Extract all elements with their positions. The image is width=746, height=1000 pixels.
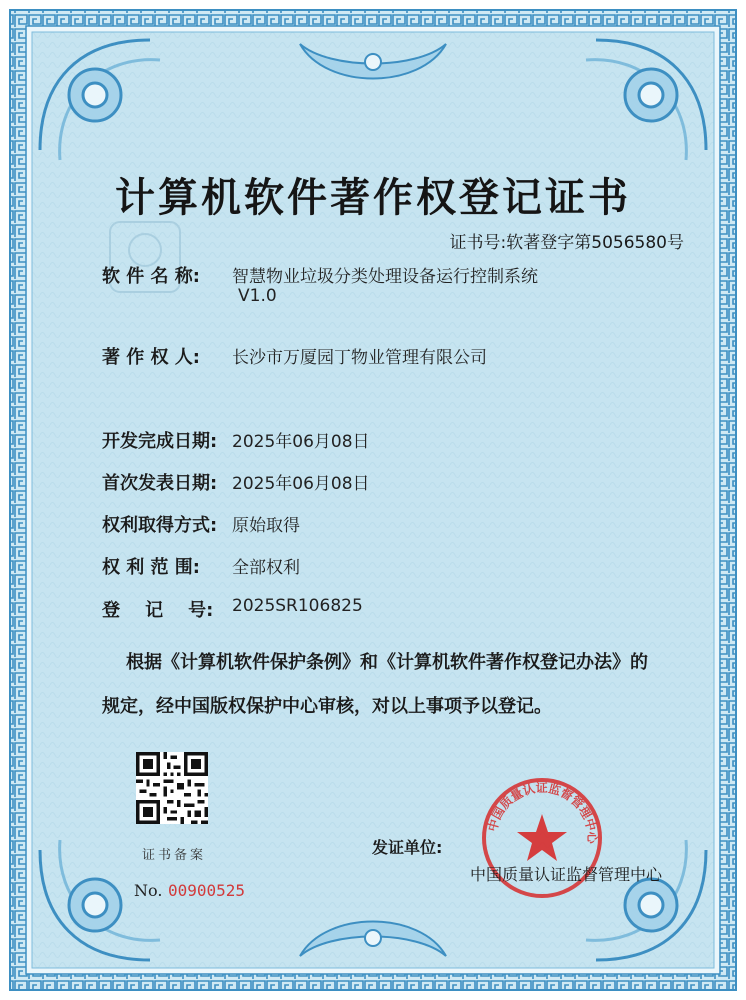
issuer-label: 发证单位: — [372, 838, 443, 857]
registration-number-value: 2025SR106825 — [232, 596, 363, 616]
stamp-text: 中国质量认证监督管理中心 — [485, 780, 600, 844]
qr-code[interactable] — [136, 752, 208, 824]
certificate-number: 证书号:软著登字第5056580号 — [449, 233, 684, 253]
statement-line-2: 规定，经中国版权保护中心审核，对以上事项予以登记。 — [102, 696, 552, 717]
software-version-value: V1.0 — [238, 286, 277, 306]
certificate-title: 计算机软件著作权登记证书 — [115, 175, 631, 221]
registration-number-label: 登 记 号: — [102, 600, 214, 621]
statement-line-1: 根据《计算机软件保护条例》和《计算机软件著作权登记办法》的 — [126, 652, 648, 673]
acquisition-method-label: 权利取得方式: — [102, 515, 218, 536]
serial-prefix: No. — [134, 881, 163, 900]
completion-date-value: 2025年06月08日 — [232, 432, 370, 452]
publish-date-label: 首次发表日期: — [102, 473, 218, 494]
copyright-owner-value: 长沙市万厦园丁物业管理有限公司 — [232, 348, 487, 368]
rights-scope-label: 权 利 范 围: — [102, 557, 200, 578]
publish-date-value: 2025年06月08日 — [232, 474, 370, 494]
qr-filing-label: 证书备案 — [142, 848, 207, 863]
issuer-name: 中国质量认证监督管理中心 — [470, 865, 663, 884]
serial-number: 00900525 — [168, 881, 246, 900]
completion-date-label: 开发完成日期: — [102, 431, 218, 452]
software-name-label: 软 件 名 称: — [102, 266, 200, 287]
acquisition-method-value: 原始取得 — [232, 516, 300, 536]
software-name-value: 智慧物业垃圾分类处理设备运行控制系统 — [232, 267, 538, 287]
rights-scope-value: 全部权利 — [232, 558, 300, 578]
copyright-owner-label: 著 作 权 人: — [102, 347, 200, 368]
